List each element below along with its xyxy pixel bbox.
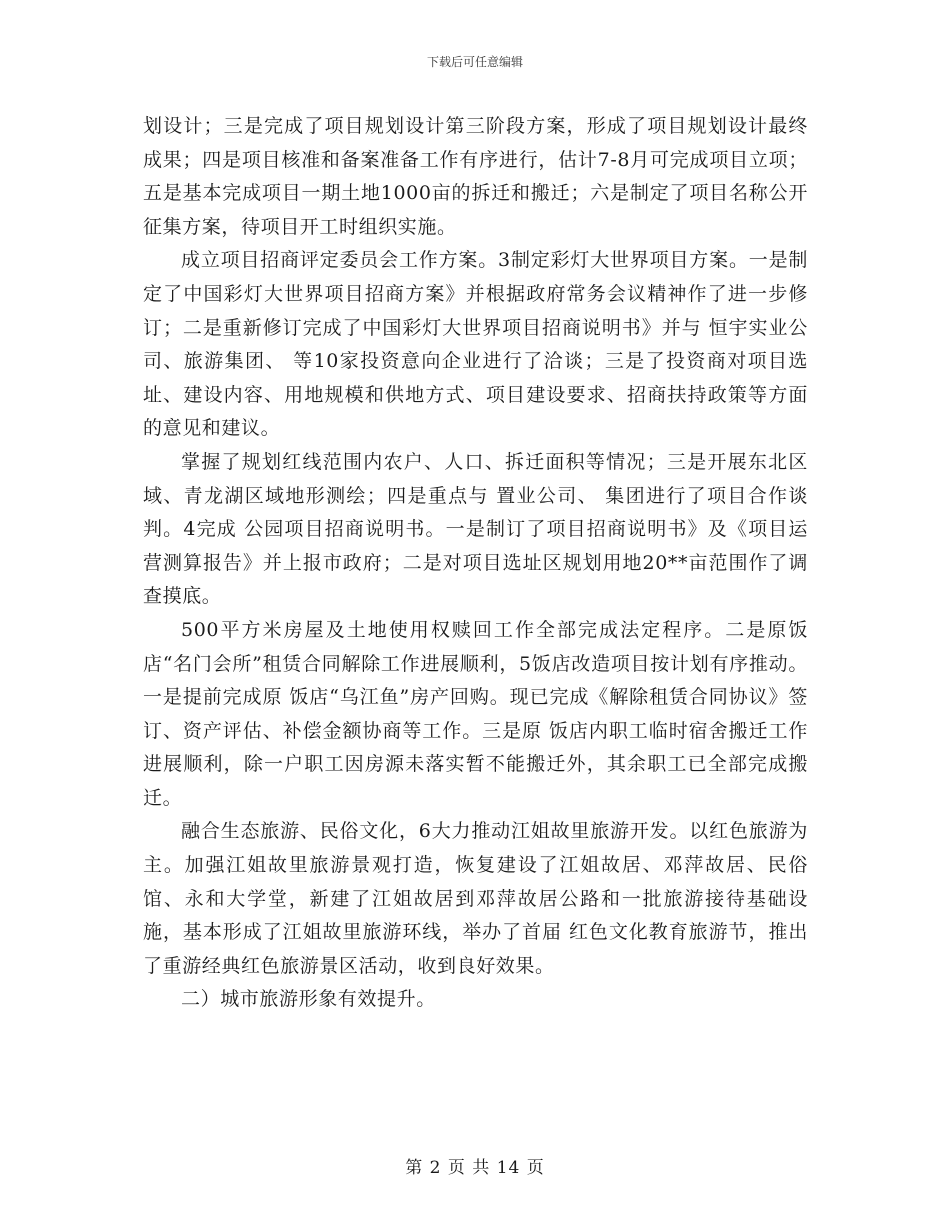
paragraph-1: 划设计；三是完成了项目规划设计第三阶段方案，形成了项目规划设计最终成果；四是项目核准和备案准备工作有序进行，估计7-8月可完成项目立项；五是基本完成项目一期土地1000亩的拆迁和搬迁；六是制定了项目名称公开征集方案，待项目开工时组织实施。 [143, 115, 808, 238]
paragraph-4: 500平方米房屋及土地使用权赎回工作全部完成法定程序。二是原饭店“名门会所”租赁合同解除工作进展顺利，5饭店改造项目按计划有序推动。一是提前完成原 饭店“乌江鱼”房产回购。现已完成《解除租赁合同协议》签订、资产评估、补偿金额协商等工作。三是原 饭店内职工临时宿舍搬迁工作进展顺利，除一户职工因房源未落实暂不能搬迁外，其余职工已全部完成搬迁。 [143, 618, 808, 809]
paragraph-3: 掌握了规划红线范围内农户、人口、拆迁面积等情况；三是开展东北区域、青龙湖区域地形测绘；四是重点与 置业公司、 集团进行了项目合作谈判。4完成 公园项目招商说明书。一是制订了项目招商说明书》及《项目运营测算报告》并上报市政府；二是对项目选址区规划用地20**亩范围作了调查摸底。 [143, 450, 808, 608]
paragraph-5: 融合生态旅游、民俗文化，6大力推动江姐故里旅游开发。以红色旅游为主。加强江姐故里旅游景观打造，恢复建设了江姐故居、邓萍故居、民俗馆、永和大学堂，新建了江姐故居到邓萍故居公路和一批旅游接待基础设施，基本形成了江姐故里旅游环线，举办了首届 红色文化教育旅游节，推出了重游经典红色旅游景区活动，收到良好效果。 [143, 820, 808, 977]
document-body [143, 110, 808, 1017]
page-header: 下载后可任意编辑 [426, 55, 523, 69]
page-number-footer: 第 2 页 共 14 页 [405, 1158, 545, 1178]
paragraph-2: 成立项目招商评定委员会工作方案。3制定彩灯大世界项目方案。一是制定了中国彩灯大世界项目招商方案》并根据政府常务会议精神作了进一步修订；二是重新修订完成了中国彩灯大世界项目招商说明书》并与 恒宇实业公司、旅游集团、 等10家投资意向企业进行了洽谈；三是了投资商对项目选址、建设内容、用地规模和供地方式、项目建设要求、招商扶持政策等方面的意见和建议。 [143, 249, 808, 440]
paragraph-6: 二）城市旅游形象有效提升。 [181, 988, 436, 1011]
